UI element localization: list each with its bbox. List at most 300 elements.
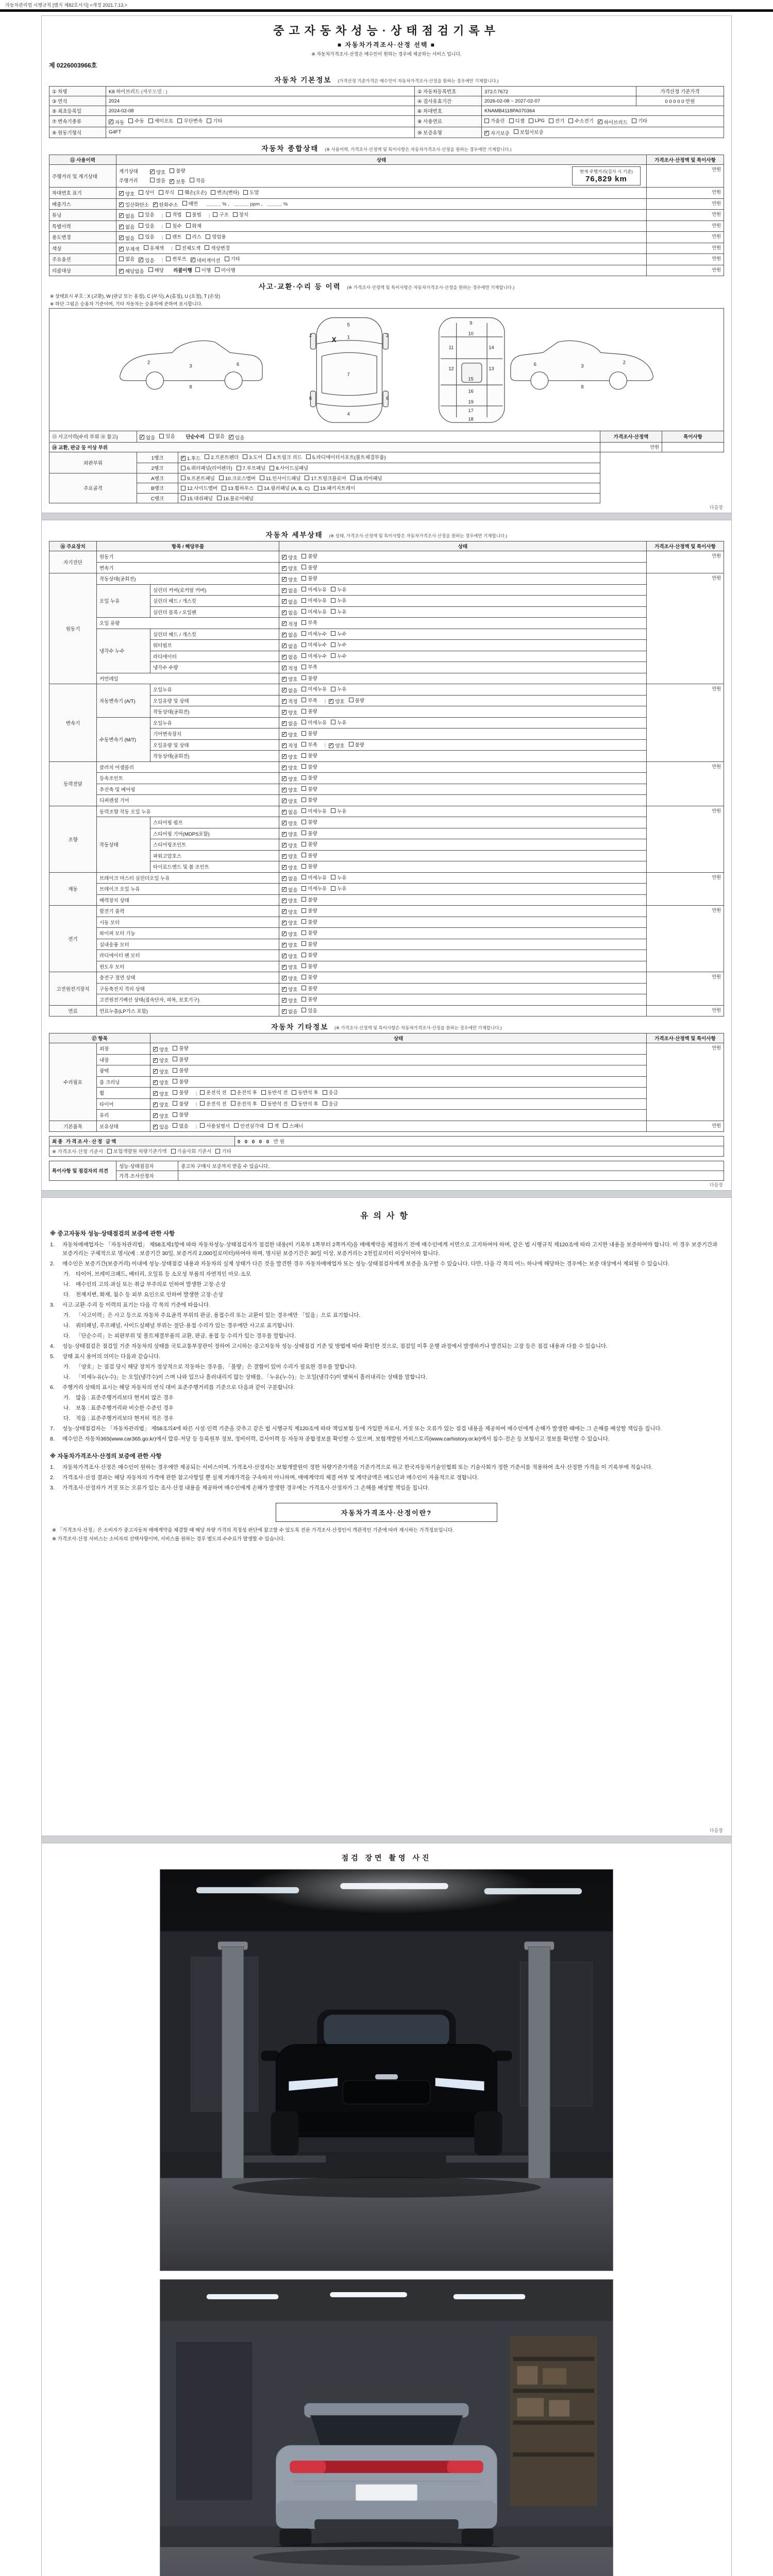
checkbox-무단변속[interactable] (177, 117, 203, 124)
checkbox-동반석 후[interactable] (292, 1089, 318, 1096)
checkbox-box[interactable] (166, 223, 171, 228)
checkbox-box[interactable] (549, 118, 553, 123)
checkbox-box[interactable]: ✓ (282, 831, 287, 837)
checkbox-box[interactable] (301, 1008, 306, 1012)
checkbox-미세누유[interactable] (301, 685, 327, 692)
checkbox-양호[interactable] (282, 753, 297, 760)
checkbox-양호[interactable] (282, 775, 297, 783)
checkbox-box[interactable] (331, 886, 335, 891)
checkbox-box[interactable] (301, 930, 306, 935)
checkbox-box[interactable]: ✓ (153, 1057, 158, 1063)
checkbox-안전삼각대[interactable] (234, 1122, 264, 1129)
checkbox-box[interactable]: ✓ (119, 234, 124, 241)
checkbox-box[interactable]: ✓ (153, 201, 158, 207)
checkbox-box[interactable] (195, 267, 200, 272)
checkbox-불량[interactable] (301, 862, 317, 870)
checkbox-box[interactable] (173, 1057, 177, 1061)
checkbox-있음[interactable] (139, 222, 154, 229)
checkbox-box[interactable]: ✓ (282, 942, 287, 947)
checkbox-box[interactable]: ✓ (282, 598, 287, 604)
checkbox-box[interactable] (301, 675, 306, 680)
checkbox-box[interactable]: ✓ (153, 1090, 158, 1096)
checkbox-있음[interactable] (229, 434, 244, 441)
checkbox-box[interactable] (301, 808, 306, 813)
checkbox-응급[interactable] (323, 1100, 338, 1107)
checkbox-box[interactable] (301, 554, 306, 558)
checkbox-없음[interactable] (209, 432, 225, 439)
checkbox-동반석 전[interactable] (261, 1100, 288, 1107)
checkbox-box[interactable]: ✓ (282, 587, 287, 593)
checkbox-box[interactable] (173, 1079, 177, 1083)
checkbox-잭[interactable] (268, 1122, 279, 1129)
checkbox-불량[interactable] (301, 774, 317, 781)
checkbox-없음[interactable] (282, 808, 297, 816)
checkbox-box[interactable] (301, 953, 306, 957)
checkbox-자기보증[interactable] (484, 129, 510, 137)
checkbox-불량[interactable] (173, 1089, 188, 1096)
checkbox-일산화탄소[interactable] (119, 201, 149, 208)
checkbox-box[interactable]: ✓ (150, 168, 155, 175)
checkbox-색상변경[interactable] (205, 244, 230, 251)
checkbox-동반석 전[interactable] (261, 1089, 288, 1096)
checkbox-14.필러패널 (A, B, C)[interactable] (258, 484, 310, 492)
checkbox-box[interactable] (292, 1101, 296, 1106)
checkbox-수소전기[interactable] (568, 117, 594, 124)
checkbox-해당[interactable] (148, 266, 164, 274)
checkbox-양호[interactable] (282, 975, 297, 982)
checkbox-box[interactable] (159, 434, 164, 438)
checkbox-box[interactable] (243, 190, 248, 195)
checkbox-box[interactable] (301, 886, 306, 891)
checkbox-box[interactable] (301, 687, 306, 691)
checkbox-box[interactable]: ✓ (282, 720, 287, 726)
checkbox-양호[interactable] (153, 1101, 169, 1108)
checkbox-누수[interactable] (331, 630, 346, 637)
checkbox-box[interactable] (258, 486, 262, 490)
checkbox-box[interactable] (166, 257, 171, 261)
checkbox-양호[interactable] (282, 953, 297, 960)
checkbox-box[interactable] (323, 1090, 327, 1095)
checkbox-box[interactable] (301, 963, 306, 968)
checkbox-box[interactable] (349, 742, 354, 747)
checkbox-box[interactable] (205, 245, 209, 250)
checkbox-box[interactable] (171, 1149, 176, 1154)
checkbox-box[interactable] (217, 496, 222, 500)
checkbox-box[interactable] (292, 1090, 296, 1095)
checkbox-양호[interactable] (150, 168, 165, 176)
checkbox-box[interactable]: ✓ (282, 753, 287, 759)
checkbox-box[interactable] (301, 665, 306, 669)
checkbox-양호[interactable] (282, 986, 297, 993)
checkbox-침수[interactable] (166, 222, 181, 229)
checkbox-17.트렁크플로어[interactable] (305, 474, 346, 482)
checkbox-불량[interactable] (301, 896, 317, 903)
checkbox-box[interactable] (150, 178, 155, 182)
checkbox-LPG[interactable] (529, 118, 545, 124)
checkbox-box[interactable]: ✓ (329, 742, 333, 748)
checkbox-box[interactable] (484, 118, 489, 123)
checkbox-box[interactable] (283, 1123, 288, 1128)
checkbox-box[interactable]: ✓ (282, 742, 287, 748)
checkbox-양호[interactable] (282, 842, 297, 849)
checkbox-box[interactable] (173, 1112, 177, 1117)
checkbox-없음[interactable] (282, 598, 297, 605)
checkbox-box[interactable] (144, 245, 148, 250)
checkbox-box[interactable] (205, 454, 209, 459)
checkbox-불량[interactable] (301, 674, 317, 682)
checkbox-box[interactable]: ✓ (119, 246, 124, 251)
checkbox-불량[interactable] (301, 973, 317, 980)
checkbox-box[interactable] (331, 875, 335, 879)
checkbox-운전석 전[interactable] (200, 1089, 226, 1096)
checkbox-box[interactable] (260, 476, 264, 480)
checkbox-있음[interactable] (139, 233, 154, 240)
checkbox-box[interactable] (206, 234, 210, 239)
checkbox-양호[interactable] (153, 1068, 169, 1075)
checkbox-불법[interactable] (186, 211, 201, 218)
checkbox-불량[interactable] (301, 985, 317, 992)
checkbox-응급[interactable] (323, 1089, 338, 1096)
checkbox-없음[interactable] (173, 1122, 188, 1129)
checkbox-16.플로어패널[interactable] (217, 495, 254, 502)
checkbox-box[interactable] (301, 731, 306, 736)
checkbox-양호[interactable] (282, 941, 297, 948)
checkbox-누유[interactable] (331, 719, 346, 726)
checkbox-box[interactable] (301, 720, 306, 724)
checkbox-box[interactable] (301, 786, 306, 791)
checkbox-기타[interactable] (215, 1147, 231, 1155)
checkbox-box[interactable]: ✓ (153, 1124, 158, 1129)
checkbox-box[interactable] (301, 698, 306, 702)
checkbox-미세누유[interactable] (301, 597, 327, 604)
checkbox-누유[interactable] (331, 807, 346, 815)
checkbox-매연[interactable] (182, 200, 198, 207)
checkbox-box[interactable] (173, 1068, 177, 1073)
checkbox-이행[interactable] (195, 266, 211, 274)
checkbox-box[interactable] (173, 1123, 177, 1128)
checkbox-box[interactable]: ✓ (282, 809, 287, 815)
checkbox-box[interactable] (231, 1101, 236, 1106)
checkbox-있음[interactable] (139, 257, 154, 264)
checkbox-box[interactable] (139, 234, 143, 239)
checkbox-세미오토[interactable] (148, 117, 174, 124)
checkbox-불량[interactable] (301, 907, 317, 914)
checkbox-box[interactable] (301, 642, 306, 647)
checkbox-15.대쉬패널[interactable] (181, 495, 213, 502)
checkbox-양호[interactable] (329, 742, 344, 749)
checkbox-box[interactable]: ✓ (282, 930, 287, 937)
checkbox-양호[interactable] (282, 576, 297, 583)
checkbox-운전석 후[interactable] (231, 1089, 257, 1096)
checkbox-양호[interactable] (282, 820, 297, 827)
checkbox-box[interactable] (301, 986, 306, 990)
checkbox-box[interactable] (301, 975, 306, 979)
checkbox-box[interactable]: ✓ (153, 1112, 158, 1118)
checkbox-하이브리드[interactable] (598, 118, 628, 126)
checkbox-box[interactable]: ✓ (282, 997, 287, 1003)
checkbox-양호[interactable] (282, 831, 297, 838)
checkbox-box[interactable]: ✓ (119, 190, 124, 196)
checkbox-누유[interactable] (331, 685, 346, 692)
checkbox-있음[interactable] (301, 1007, 317, 1014)
checkbox-box[interactable] (301, 941, 306, 946)
checkbox-9.프론트패널[interactable] (181, 474, 215, 482)
checkbox-있음[interactable] (159, 432, 175, 439)
checkbox-box[interactable]: ✓ (282, 709, 287, 715)
checkbox-box[interactable]: ✓ (153, 1046, 158, 1052)
checkbox-box[interactable] (200, 1101, 205, 1106)
checkbox-box[interactable] (233, 212, 238, 217)
checkbox-불량[interactable] (301, 752, 317, 759)
checkbox-box[interactable] (181, 466, 186, 470)
checkbox-box[interactable] (331, 642, 335, 647)
next-page-link[interactable]: 다음장 (709, 1827, 723, 1833)
checkbox-box[interactable]: ✓ (282, 853, 287, 859)
checkbox-box[interactable] (148, 267, 153, 272)
checkbox-box[interactable] (190, 178, 194, 182)
checkbox-적정[interactable] (282, 742, 297, 749)
checkbox-box[interactable] (301, 598, 306, 603)
checkbox-box[interactable] (181, 476, 186, 480)
checkbox-box[interactable]: ✓ (282, 731, 287, 737)
checkbox-box[interactable] (301, 576, 306, 581)
checkbox-부식[interactable] (159, 189, 174, 196)
checkbox-box[interactable] (270, 466, 274, 470)
checkbox-box[interactable]: ✓ (282, 897, 287, 903)
checkbox-2.프론트펜더[interactable] (205, 453, 239, 461)
checkbox-box[interactable] (173, 1046, 177, 1050)
checkbox-box[interactable]: ✓ (282, 920, 287, 925)
checkbox-box[interactable] (529, 118, 533, 123)
checkbox-box[interactable]: ✓ (229, 434, 233, 440)
checkbox-없음[interactable] (119, 223, 135, 230)
checkbox-3.도어[interactable] (243, 453, 262, 461)
checkbox-box[interactable] (301, 609, 306, 614)
checkbox-box[interactable] (331, 653, 335, 658)
checkbox-box[interactable]: ✓ (282, 775, 287, 782)
checkbox-없음[interactable] (282, 886, 297, 893)
checkbox-없음[interactable] (282, 653, 297, 660)
checkbox-box[interactable]: ✓ (282, 820, 287, 826)
checkbox-box[interactable]: ✓ (140, 434, 144, 440)
checkbox-불량[interactable] (301, 730, 317, 737)
checkbox-불량[interactable] (301, 796, 317, 803)
checkbox-없음[interactable] (282, 875, 297, 882)
checkbox-box[interactable]: ✓ (282, 665, 287, 671)
checkbox-적법[interactable] (166, 211, 181, 218)
checkbox-box[interactable] (139, 212, 143, 217)
checkbox-box[interactable]: ✓ (282, 886, 287, 892)
checkbox-box[interactable] (225, 257, 229, 261)
checkbox-18.리어패널[interactable] (350, 474, 382, 482)
checkbox-box[interactable]: ✓ (282, 698, 287, 704)
checkbox-양호[interactable] (119, 190, 135, 197)
checkbox-불량[interactable] (301, 940, 317, 947)
checkbox-box[interactable]: ✓ (282, 964, 287, 970)
checkbox-box[interactable] (331, 598, 335, 603)
checkbox-box[interactable] (182, 201, 187, 206)
checkbox-box[interactable] (301, 842, 306, 846)
checkbox-box[interactable]: ✓ (119, 212, 124, 218)
checkbox-누유[interactable] (331, 874, 346, 881)
checkbox-미세누유[interactable] (301, 885, 327, 892)
checkbox-불량[interactable] (173, 1078, 188, 1085)
checkbox-box[interactable]: ✓ (282, 765, 287, 770)
checkbox-누유[interactable] (331, 586, 346, 593)
checkbox-box[interactable]: ✓ (282, 609, 287, 615)
checkbox-box[interactable] (243, 454, 247, 459)
checkbox-해당없음[interactable] (119, 267, 144, 275)
checkbox-보험사보증[interactable] (514, 128, 544, 135)
checkbox-부족[interactable] (301, 663, 317, 670)
checkbox-없음[interactable] (119, 234, 135, 242)
checkbox-구조[interactable] (213, 211, 228, 218)
checkbox-양호[interactable] (282, 864, 297, 871)
checkbox-탄화수소[interactable] (153, 201, 178, 208)
checkbox-box[interactable] (301, 709, 306, 714)
checkbox-box[interactable]: ✓ (282, 620, 287, 626)
checkbox-box[interactable]: ✓ (153, 1101, 158, 1107)
checkbox-불량[interactable] (301, 818, 317, 825)
checkbox-box[interactable] (177, 118, 182, 123)
checkbox-12.사이드멤버[interactable] (181, 484, 217, 492)
checkbox-양호[interactable] (329, 698, 344, 705)
checkbox-box[interactable] (301, 919, 306, 924)
checkbox-box[interactable]: ✓ (282, 576, 287, 582)
checkbox-box[interactable]: ✓ (282, 953, 287, 959)
checkbox-box[interactable] (331, 609, 335, 614)
checkbox-불량[interactable] (349, 741, 364, 748)
checkbox-6.쿼터패널(리어펜더)[interactable] (181, 464, 232, 471)
checkbox-부족[interactable] (301, 619, 317, 626)
checkbox-운전석 후[interactable] (231, 1100, 257, 1107)
checkbox-미세누유[interactable] (301, 807, 327, 815)
checkbox-적음[interactable] (190, 177, 205, 184)
checkbox-box[interactable]: ✓ (282, 676, 287, 682)
checkbox-box[interactable] (139, 223, 143, 228)
checkbox-box[interactable] (301, 764, 306, 769)
checkbox-없음[interactable] (282, 609, 297, 616)
checkbox-10.크로스멤버[interactable] (219, 474, 256, 482)
checkbox-box[interactable] (301, 875, 306, 879)
checkbox-box[interactable]: ✓ (282, 864, 287, 870)
checkbox-box[interactable] (215, 267, 220, 272)
checkbox-양호[interactable] (282, 554, 297, 561)
checkbox-미세누유[interactable] (301, 874, 327, 881)
checkbox-19.패키지트레이[interactable] (314, 484, 355, 492)
checkbox-box[interactable] (186, 223, 191, 228)
checkbox-box[interactable] (166, 234, 171, 239)
checkbox-box[interactable] (306, 454, 311, 459)
checkbox-box[interactable] (331, 808, 335, 813)
checkbox-box[interactable] (323, 1101, 327, 1106)
checkbox-box[interactable] (139, 190, 143, 195)
checkbox-box[interactable] (186, 234, 191, 239)
checkbox-box[interactable] (301, 997, 306, 1002)
checkbox-없음[interactable] (282, 687, 297, 694)
checkbox-box[interactable] (331, 720, 335, 724)
checkbox-기타[interactable] (632, 117, 647, 124)
checkbox-적정[interactable] (282, 665, 297, 672)
checkbox-양호[interactable] (282, 798, 297, 805)
checkbox-불량[interactable] (349, 697, 364, 704)
checkbox-box[interactable] (215, 1149, 220, 1154)
checkbox-box[interactable] (159, 190, 163, 195)
checkbox-보험개발원 차량기준가액[interactable] (107, 1147, 167, 1155)
checkbox-누수[interactable] (331, 652, 346, 659)
checkbox-box[interactable] (509, 118, 514, 123)
checkbox-적정[interactable] (282, 698, 297, 705)
checkbox-box[interactable] (301, 864, 306, 869)
checkbox-box[interactable] (209, 434, 214, 438)
checkbox-box[interactable] (632, 118, 636, 123)
checkbox-기타[interactable] (207, 117, 222, 124)
next-page-link[interactable]: 다음장 (709, 1182, 723, 1188)
checkbox-양호[interactable] (153, 1090, 169, 1097)
checkbox-box[interactable] (181, 496, 186, 500)
checkbox-양호[interactable] (282, 565, 297, 572)
checkbox-양호[interactable] (282, 853, 297, 860)
checkbox-양호[interactable] (282, 764, 297, 771)
checkbox-리스[interactable] (186, 233, 201, 240)
checkbox-불량[interactable] (301, 829, 317, 837)
checkbox-변조(변타)[interactable] (211, 189, 239, 196)
checkbox-box[interactable] (301, 908, 306, 913)
checkbox-box[interactable] (261, 1090, 266, 1095)
checkbox-양호[interactable] (282, 709, 297, 716)
checkbox-불량[interactable] (301, 951, 317, 958)
checkbox-box[interactable] (331, 587, 335, 591)
checkbox-누유[interactable] (331, 885, 346, 892)
checkbox-부족[interactable] (301, 741, 317, 748)
checkbox-불량[interactable] (301, 995, 317, 1003)
checkbox-8.사이드실패널[interactable] (270, 464, 308, 471)
checkbox-장치[interactable] (233, 211, 248, 218)
checkbox-box[interactable] (207, 118, 211, 123)
checkbox-수동[interactable] (128, 117, 144, 124)
checkbox-box[interactable]: ✓ (170, 178, 175, 184)
checkbox-box[interactable] (128, 118, 133, 123)
checkbox-box[interactable] (301, 565, 306, 569)
checkbox-box[interactable]: ✓ (191, 257, 195, 263)
checkbox-양호[interactable] (153, 1057, 169, 1064)
checkbox-도말[interactable] (243, 189, 259, 196)
checkbox-양호[interactable] (153, 1112, 169, 1120)
checkbox-없음[interactable] (282, 631, 297, 638)
checkbox-box[interactable] (261, 1101, 266, 1106)
checkbox-렌트[interactable] (166, 233, 181, 240)
checkbox-양호[interactable] (282, 675, 297, 683)
checkbox-불량[interactable] (301, 852, 317, 859)
checkbox-box[interactable] (301, 820, 306, 824)
checkbox-11.인사이드패널[interactable] (260, 474, 301, 482)
checkbox-box[interactable]: ✓ (282, 642, 287, 649)
checkbox-많음[interactable] (150, 177, 165, 184)
checkbox-누수[interactable] (331, 641, 346, 648)
checkbox-양호[interactable] (282, 930, 297, 938)
checkbox-box[interactable] (301, 753, 306, 758)
checkbox-box[interactable] (266, 454, 271, 459)
checkbox-훼손(오손)[interactable] (178, 189, 207, 196)
checkbox-box[interactable]: ✓ (282, 1008, 287, 1014)
checkbox-기술사회 기준서[interactable] (171, 1147, 212, 1155)
checkbox-누유[interactable] (331, 608, 346, 615)
checkbox-box[interactable]: ✓ (598, 118, 602, 125)
checkbox-box[interactable]: ✓ (153, 1079, 158, 1085)
checkbox-없음[interactable] (282, 587, 297, 594)
checkbox-box[interactable]: ✓ (282, 565, 287, 571)
checkbox-box[interactable] (268, 1123, 273, 1128)
